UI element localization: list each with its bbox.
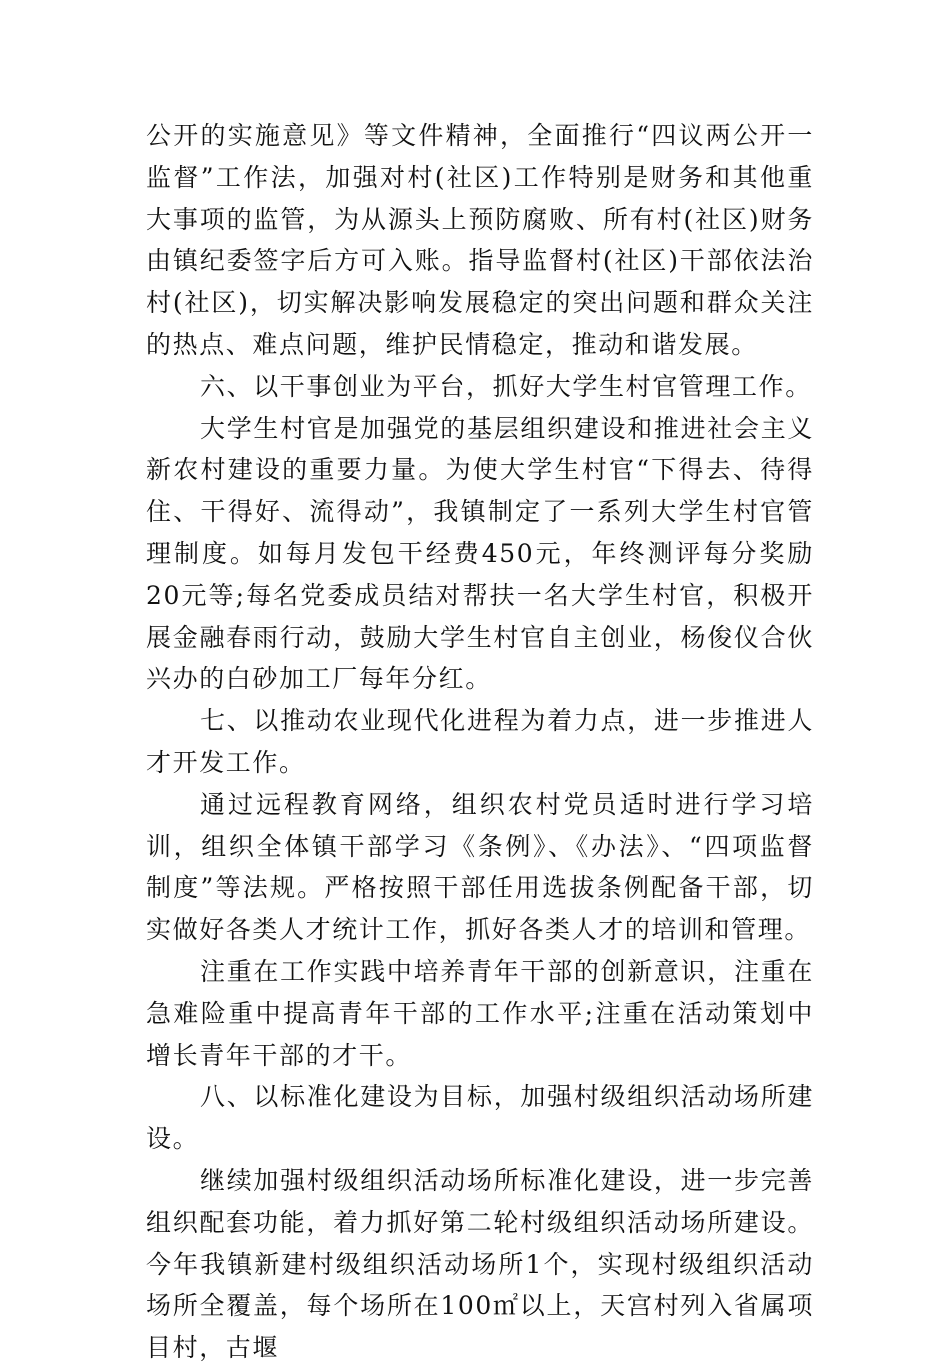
paragraph-continuation: 公开的实施意见》等文件精神，全面推行“四议两公开一监督”工作法，加强对村(社区)工作特别是财务和其他重大事项的监管，为从源头上预防腐败、所有村(社区)财务由镇纪委签字后方可入账。指导监督村(社区)干部依法治村(社区)，切实解决影响发展稳定的突出问题和群众关注的热点、难点问题，维护民情稳定，推动和谐发展。 <box>146 121 814 359</box>
section-heading-six: 六、以干事创业为平台，抓好大学生村官管理工作。 <box>200 371 812 401</box>
section-heading-eight: 八、以标准化建设为目标，加强村级组织活动场所建设。 <box>146 1082 814 1154</box>
section-heading-seven: 七、以推动农业现代化进程为着力点，进一步推进人才开发工作。 <box>146 706 814 777</box>
paragraph-remote-education: 通过远程教育网络，组织农村党员适时进行学习培训，组织全体镇干部学习《条例》、《办法》、“四项监督制度”等法规。严格按照干部任用选拔条例配备干部，切实做好各类人才统计工作，抓好各类人才的培训和管理。 <box>146 789 814 945</box>
paragraph-activity-venues: 继续加强村级组织活动场所标准化建设，进一步完善组织配套功能，着力抓好第二轮村级组织活动场所建设。今年我镇新建村级组织活动场所1个，实现村级组织活动场所全覆盖，每个场所在100㎡以上，天宫村列入省属项目村，古堰 <box>146 1165 814 1363</box>
paragraph-young-cadres: 注重在工作实践中培养青年干部的创新意识，注重在急难险重中提高青年干部的工作水平;注重在活动策划中增长青年干部的才干。 <box>146 956 814 1070</box>
paragraph-village-officials: 大学生村官是加强党的基层组织建设和推进社会主义新农村建设的重要力量。为使大学生村官“下得去、待得住、干得好、流得动”，我镇制定了一系列大学生村官管理制度。如每月发包干经费450元，年终测评每分奖励20元等;每名党委成员结对帮扶一名大学生村官，积极开展金融春雨行动，鼓励大学生村官自主创业，杨俊仪合伙兴办的白砂加工厂每年分红。 <box>146 413 814 694</box>
document-body <box>146 115 814 1369</box>
